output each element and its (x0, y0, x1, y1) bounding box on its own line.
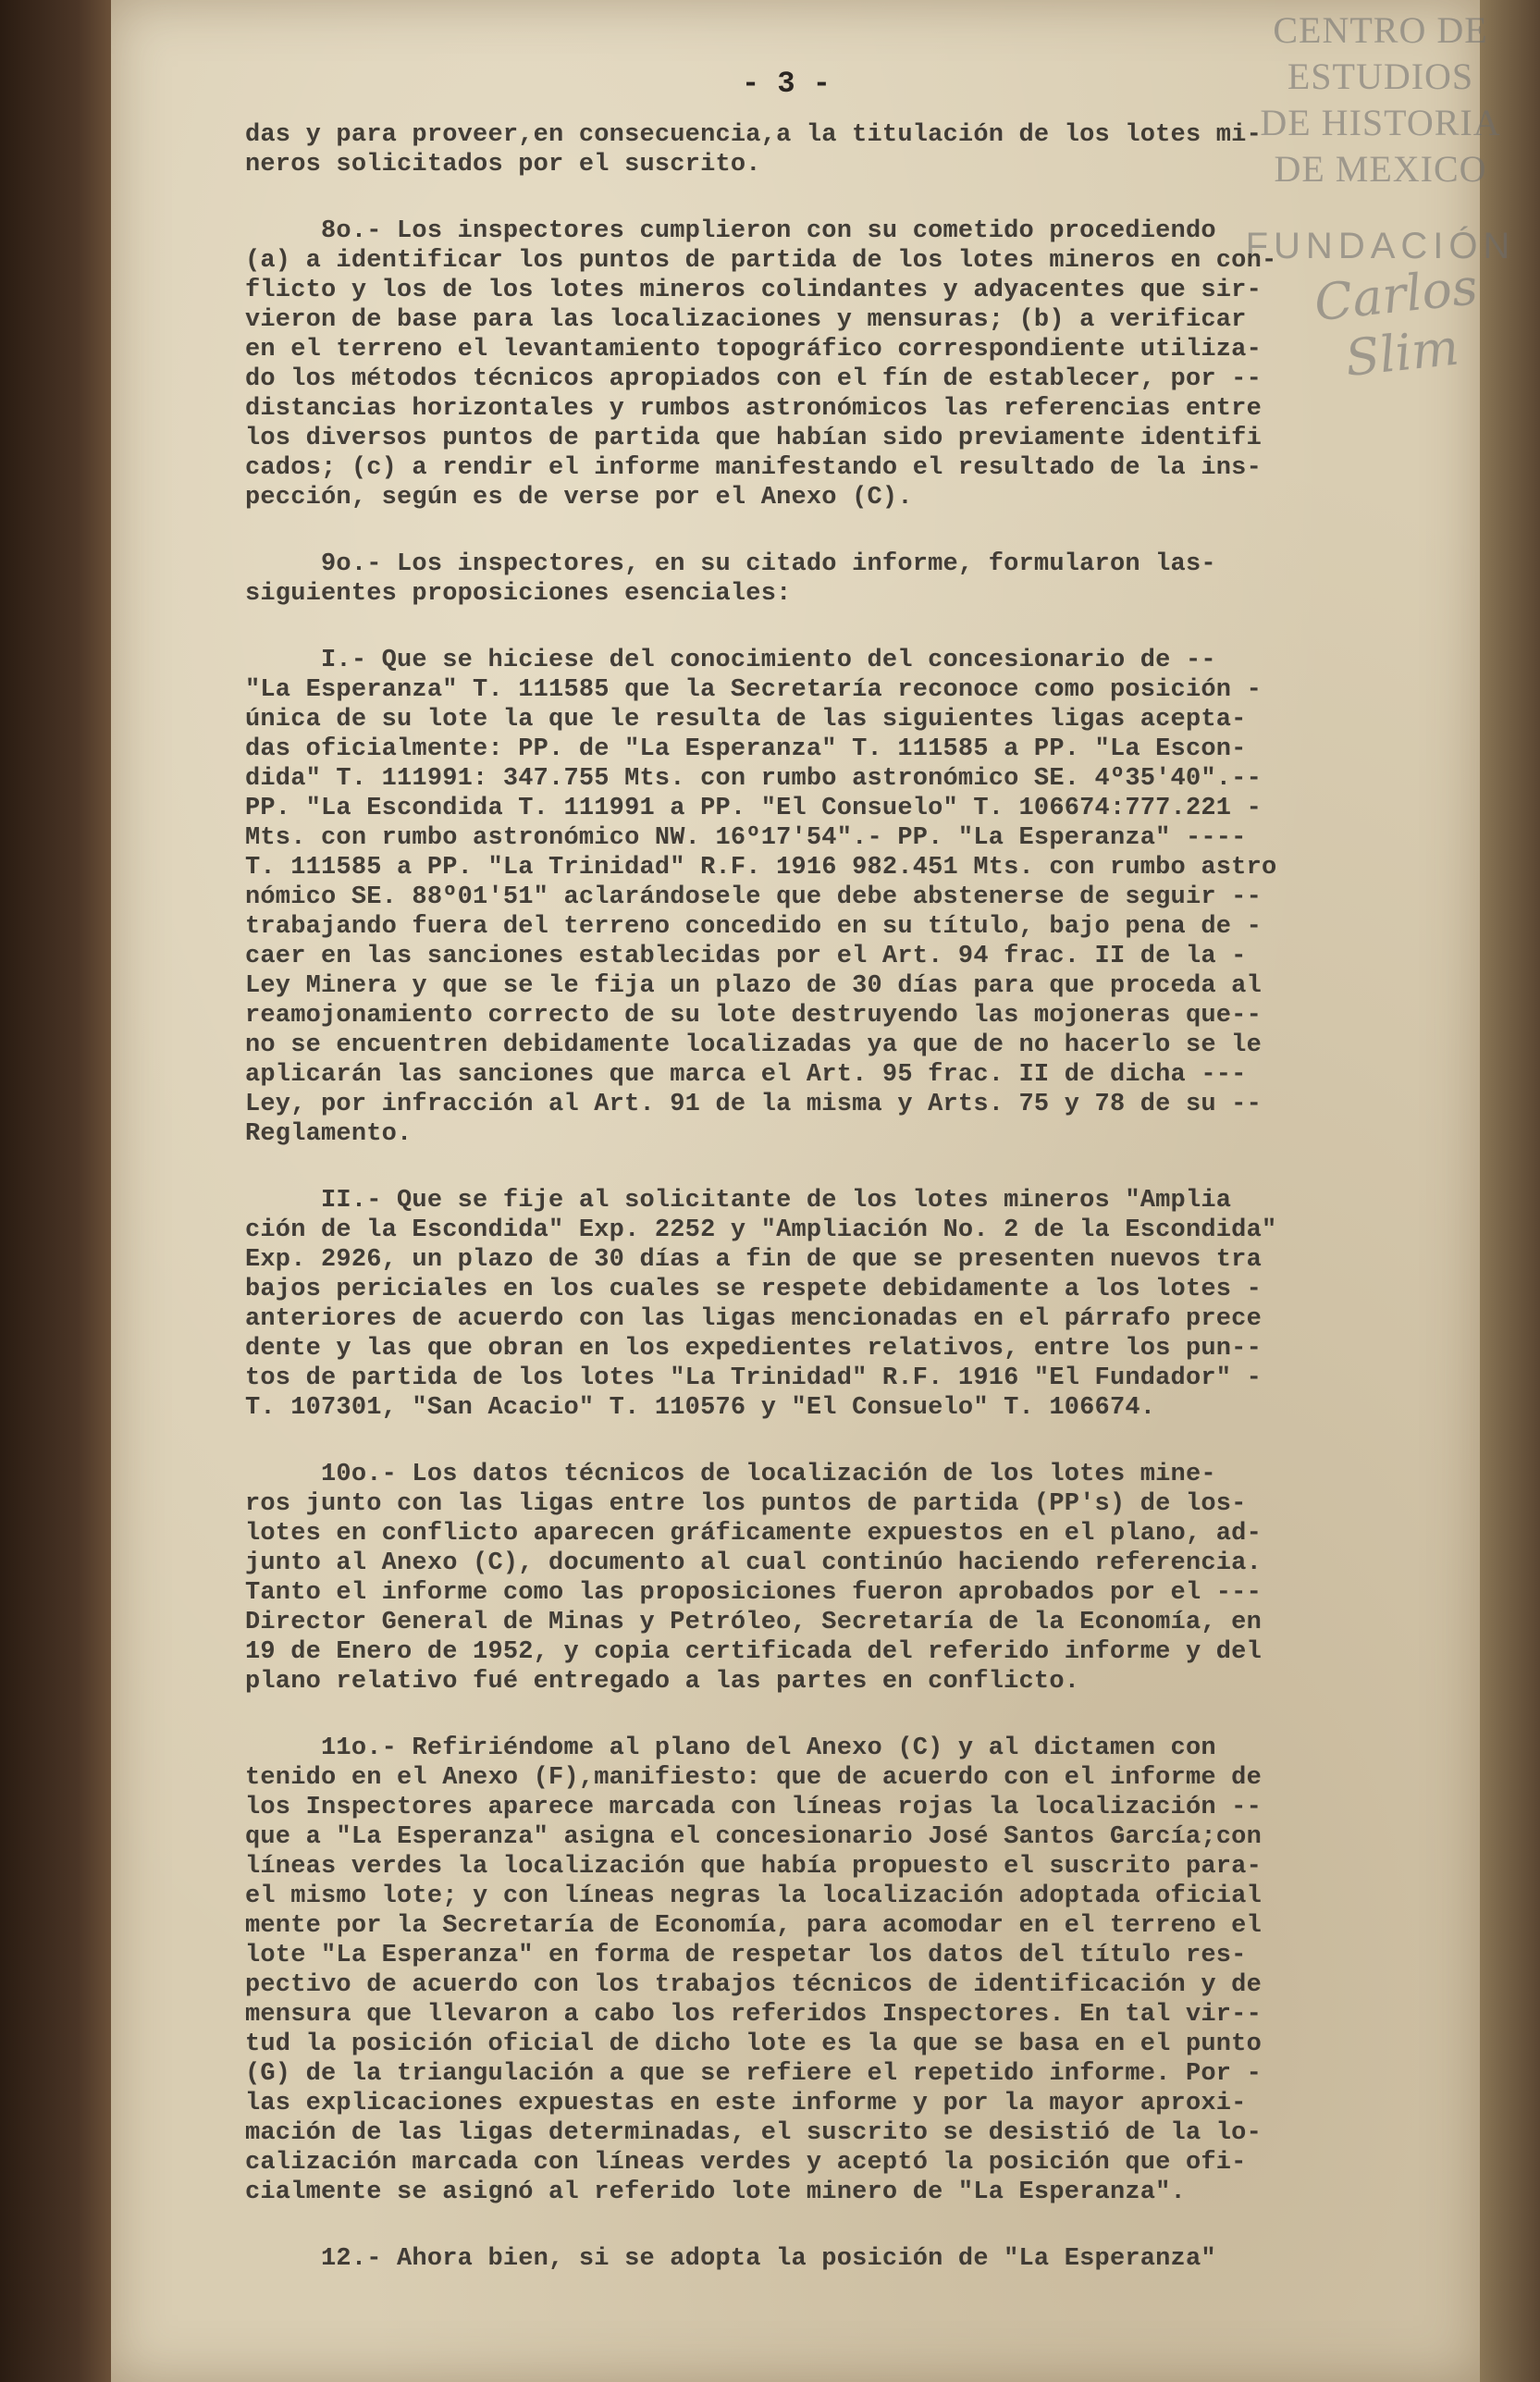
paragraph (245, 1734, 1466, 2207)
text-line: "La Esperanza" T. 111585 que la Secretaría reconoce como posición - (245, 676, 1262, 704)
watermark-line: DE MEXICO (1274, 148, 1487, 190)
text-line: Tanto el informe como las proposiciones fueron aprobados por el --- (245, 1579, 1262, 1607)
text-line: dente y las que obran en los expedientes relativos, entre los pun-- (245, 1335, 1262, 1363)
text-line: mente por la Secretaría de Economía, para acomodar en el terreno el (245, 1912, 1262, 1940)
text-line: pectivo de acuerdo con los trabajos técnicos de identificación y de (245, 1971, 1262, 1999)
document-body (245, 120, 1466, 2311)
text-line: Director General de Minas y Petróleo, Secretaría de la Economía, en (245, 1609, 1262, 1636)
paragraph (245, 1460, 1466, 1697)
text-line: líneas verdes la localización que había propuesto el suscrito para- (245, 1853, 1262, 1881)
text-line: (G) de la triangulación a que se refiere el repetido informe. Por - (245, 2060, 1262, 2088)
watermark-signature: Carlos Slim (1311, 257, 1481, 389)
text-line: flicto y los de los lotes mineros colindantes y adyacentes que sir- (245, 277, 1262, 304)
text-line: mación de las ligas determinadas, el suscrito se desistió de la lo- (245, 2119, 1262, 2147)
text-line: las explicaciones expuestas en este informe y por la mayor aproxi- (245, 2090, 1247, 2117)
watermark-line: ESTUDIOS (1287, 56, 1474, 97)
text-line: 9o.- Los inspectores, en su citado informe, formularon las- (245, 550, 1216, 578)
text-line: II.- Que se fije al solicitante de los lotes mineros "Amplia (245, 1187, 1232, 1215)
text-line: 19 de Enero de 1952, y copia certificada del referido informe y del (245, 1638, 1262, 1666)
text-line: calización marcada con líneas verdes y aceptó la posición que ofi- (245, 2149, 1247, 2177)
text-line: reamojonamiento correcto de su lote destruyendo las mojoneras que-- (245, 1002, 1262, 1030)
text-line: ción de la Escondida" Exp. 2252 y "Ampliación No. 2 de la Escondida" (245, 1216, 1277, 1244)
text-line: junto al Anexo (C), documento al cual continúo haciendo referencia. (245, 1549, 1262, 1577)
text-line: distancias horizontales y rumbos astronómicos las referencias entre (245, 395, 1262, 423)
text-line: Exp. 2926, un plazo de 30 días a fin de que se presenten nuevos tra (245, 1246, 1262, 1274)
text-line: T. 111585 a PP. "La Trinidad" R.F. 1916 982.451 Mts. con rumbo astro (245, 854, 1277, 882)
paragraph (245, 549, 1466, 609)
text-line: 11o.- Refiriéndome al plano del Anexo (C) y al dictamen con (245, 1734, 1216, 1762)
text-line: no se encuentren debidamente localizadas ya que de no hacerlo se le (245, 1031, 1262, 1059)
text-line: los diversos puntos de partida que habían sido previamente identifi (245, 425, 1262, 452)
text-line: pección, según es de verse por el Anexo (C). (245, 484, 913, 512)
text-line: los Inspectores aparece marcada con líneas rojas la localización -- (245, 1794, 1262, 1821)
text-line: ros junto con las ligas entre los puntos de partida (PP's) de los- (245, 1490, 1247, 1518)
text-line: lote "La Esperanza" en forma de respetar los datos del título res- (245, 1942, 1247, 1969)
text-line: Reglamento. (245, 1120, 413, 1148)
paragraph (245, 216, 1466, 512)
text-line: en el terreno el levantamiento topográfico correspondiente utiliza- (245, 336, 1262, 364)
paragraph (245, 2244, 1466, 2274)
text-line: vieron de base para las localizaciones y mensuras; (b) a verificar (245, 306, 1247, 334)
text-line: Ley Minera y que se le fija un plazo de 30 días para que proceda al (245, 972, 1262, 1000)
text-line: plano relativo fué entregado a las partes en conflicto. (245, 1668, 1080, 1696)
text-line: nómico SE. 88º01'51" aclarándosele que debe abstenerse de seguir -- (245, 883, 1262, 911)
text-line: trabajando fuera del terreno concedido en su título, bajo pena de - (245, 913, 1262, 941)
text-line: tud la posición oficial de dicho lote es la que se basa en el punto (245, 2030, 1262, 2058)
paragraph (245, 646, 1466, 1149)
text-line: cialmente se asignó al referido lote minero de "La Esperanza". (245, 2178, 1186, 2206)
text-line: anteriores de acuerdo con las ligas mencionadas en el párrafo prece (245, 1305, 1262, 1333)
text-line: 10o.- Los datos técnicos de localización de los lotes mine- (245, 1461, 1216, 1488)
text-line: bajos periciales en los cuales se respete debidamente a los lotes - (245, 1276, 1262, 1303)
text-line: lotes en conflicto aparecen gráficamente expuestos en el plano, ad- (245, 1520, 1262, 1548)
text-line: Ley, por infracción al Art. 91 de la misma y Arts. 75 y 78 de su -- (245, 1091, 1262, 1118)
text-line: siguientes proposiciones esenciales: (245, 580, 792, 608)
text-line: única de su lote la que le resulta de las siguientes ligas acepta- (245, 706, 1247, 734)
watermark-line: CENTRO DE (1273, 9, 1488, 51)
paragraph (245, 120, 1466, 179)
text-line: Mts. con rumbo astronómico NW. 16º17'54".- PP. "La Esperanza" ---- (245, 824, 1247, 852)
text-line: el mismo lote; y con líneas negras la localización adoptada oficial (245, 1882, 1262, 1910)
text-line: T. 107301, "San Acacio" T. 110576 y "El Consuelo" T. 106674. (245, 1394, 1156, 1422)
text-line: neros solicitados por el suscrito. (245, 151, 761, 179)
watermark-line: DE HISTORIA (1260, 102, 1501, 143)
text-line: do los métodos técnicos apropiados con el fín de establecer, por -- (245, 365, 1262, 393)
text-line: aplicarán las sanciones que marca el Art. 95 frac. II de dicha --- (245, 1061, 1247, 1089)
text-line: que a "La Esperanza" asigna el concesionario José Santos García;con (245, 1823, 1262, 1851)
text-line: mensura que llevaron a cabo los referidos Inspectores. En tal vir-- (245, 2001, 1262, 2029)
text-line: 8o.- Los inspectores cumplieron con su cometido procediendo (245, 217, 1216, 245)
watermark-foundation: FUNDACIÓN (1245, 226, 1516, 266)
paragraph (245, 1186, 1466, 1423)
text-line: das oficialmente: PP. de "La Esperanza" T. 111585 a PP. "La Escon- (245, 735, 1247, 763)
text-line: cados; (c) a rendir el informe manifestando el resultado de la ins- (245, 454, 1262, 482)
text-line: tenido en el Anexo (F),manifiesto: que de acuerdo con el informe de (245, 1764, 1262, 1792)
scan-left-edge (0, 0, 111, 2382)
text-line: das y para proveer,en consecuencia,a la titulación de los lotes mi- (245, 121, 1262, 149)
text-line: tos de partida de los lotes "La Trinidad" R.F. 1916 "El Fundador" - (245, 1364, 1262, 1392)
text-line: I.- Que se hiciese del conocimiento del concesionario de -- (245, 647, 1216, 674)
text-line: (a) a identificar los puntos de partida de los lotes mineros en con- (245, 247, 1277, 275)
text-line: caer en las sanciones establecidas por el Art. 94 frac. II de la - (245, 943, 1247, 970)
text-line: PP. "La Escondida T. 111991 a PP. "El Consuelo" T. 106674:777.221 - (245, 795, 1262, 822)
text-line: 12.- Ahora bien, si se adopta la posición de "La Esperanza" (245, 2245, 1216, 2273)
page-number: - 3 - (741, 67, 831, 101)
text-line: dida" T. 111991: 347.755 Mts. con rumbo astronómico SE. 4º35'40".-- (245, 765, 1262, 793)
